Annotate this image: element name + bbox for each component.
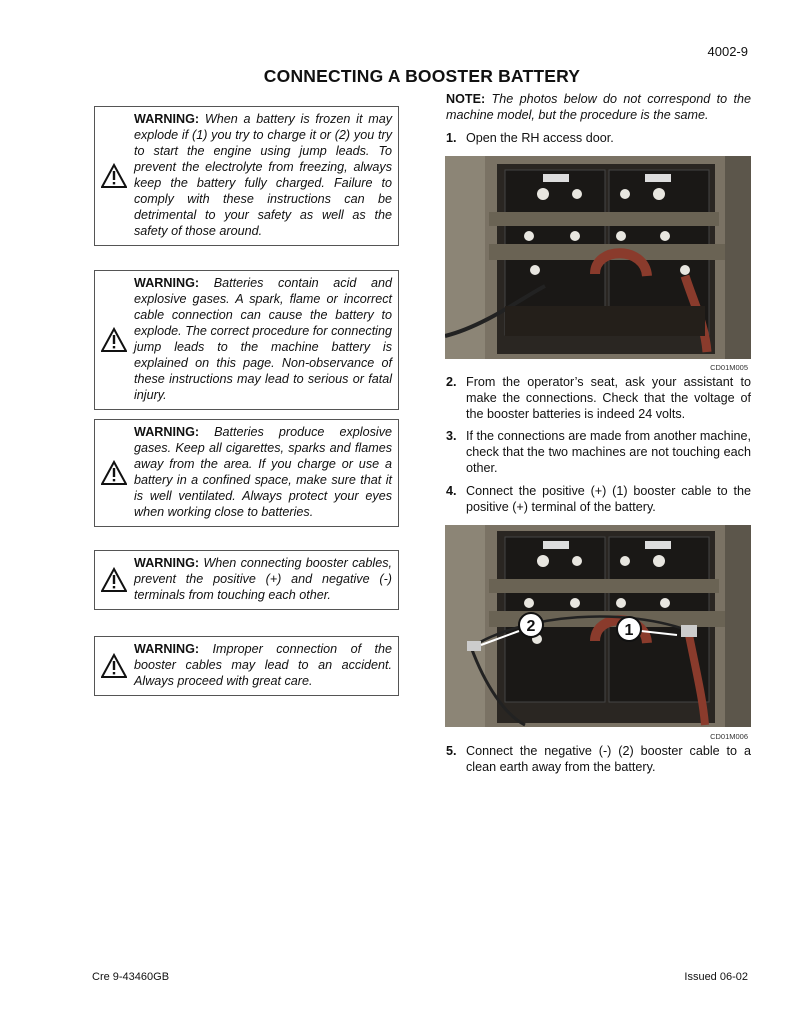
step-number: 3. [446,429,457,443]
warning-box-improper-connection [94,636,399,696]
step-number: 1. [446,131,457,145]
photo-caption: CD01M005 [710,363,748,372]
step-number: 2. [446,375,457,389]
warning-label: WARNING: [134,112,200,126]
step-text: Connect the negative (-) (2) booster cable to a clean earth away from the battery. [466,744,751,774]
step-2 [446,374,751,422]
warning-label: WARNING: [134,642,200,656]
warning-label: WARNING: [134,556,200,570]
warning-text: Batteries contain acid and explosive gases. A spark, flame or incorrect cable connection can cause the battery to explode. The correct procedure for connecting jump leads to the machine battery is explained on this page. Non-observance of these instructions may lead to serious or fatal injury. [134,276,393,402]
battery-photo-2 [445,525,751,727]
callout-1-label: 1 [624,622,634,639]
battery-connection-illustration [445,525,751,727]
note-text: The photos below do not correspond to the machine model, but the procedure is the same. [446,92,751,122]
callout-2-label: 2 [526,618,536,635]
warning-text: Batteries produce explosive gases. Keep all cigarettes, sparks and flames away from the area. If you charge or use a battery in a confined space, make sure that it is well ventilated. Always protect your eyes when working close to batteries. [134,425,392,519]
warning-triangle-icon [101,567,127,593]
page-title: CONNECTING A BOOSTER BATTERY [263,66,581,86]
step-text: From the operator’s seat, ask your assistant to make the connections. Check that the voltage of the booster batteries is indeed 24 volts. [466,375,751,421]
warning-triangle-icon [101,163,127,189]
warning-triangle-icon [101,653,127,679]
warning-box-frozen-battery [94,106,399,246]
footer-document-code: Cre 9-43460GB [92,971,170,983]
page-number: 4002-9 [707,44,748,59]
step-text: Open the RH access door. [466,131,614,145]
warning-box-explosive-gases [94,270,399,410]
battery-photo-1 [445,156,751,359]
photo-caption: CD01M006 [710,732,748,741]
warning-box-terminals [94,550,399,610]
warning-text: Improper connection of the booster cables may lead to an accident. Always proceed with great care. [134,642,392,688]
note-label: NOTE: [446,92,486,106]
warning-triangle-icon [101,327,127,353]
step-text: If the connections are made from another machine, check that the two machines are not touching each other. [466,429,751,475]
battery-illustration [445,156,751,359]
step-4 [446,483,751,515]
warning-label: WARNING: [134,425,200,439]
warning-box-ventilation [94,419,399,527]
note [446,91,751,123]
warning-triangle-icon [101,460,127,486]
warning-text: When connecting booster cables, prevent the positive (+) and negative (-) terminals from touching each other. [134,556,392,602]
warning-label: WARNING: [134,276,200,290]
step-3 [446,428,751,476]
step-text: Connect the positive (+) (1) booster cable to the positive (+) terminal of the battery. [466,484,751,514]
footer-issue-date: Issued 06-02 [684,971,748,983]
step-5 [446,743,751,775]
step-number: 5. [446,744,457,758]
step-1 [446,130,751,146]
step-number: 4. [446,484,457,498]
warning-text: When a battery is frozen it may explode if (1) you try to charge it or (2) you try to start the engine using jump leads. To prevent the electrolyte from freezing, always keep the battery fully charged. Failure to comply with these instructions can be detrimental to your safety as well as the safety of those around. [134,112,392,238]
